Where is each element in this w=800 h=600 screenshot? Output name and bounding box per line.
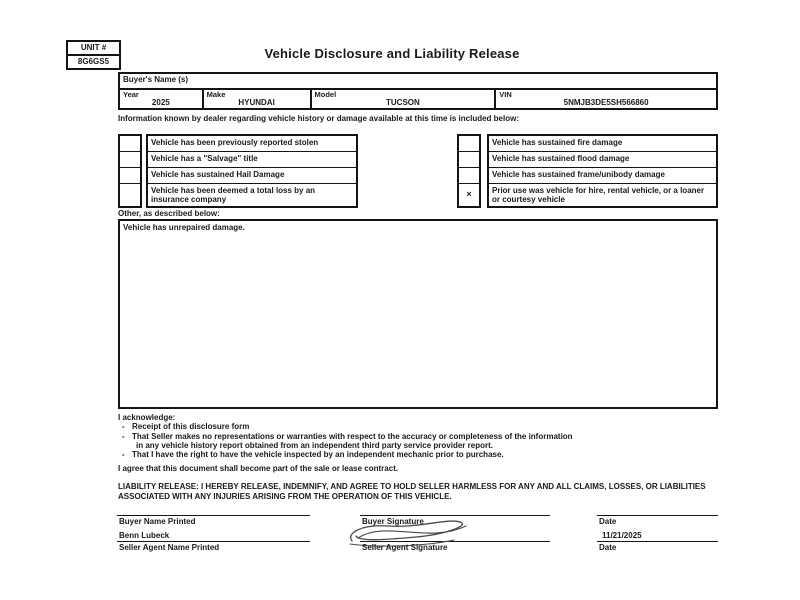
- unit-number-value: 8G6GS5: [77, 57, 110, 66]
- right-checkbox-column: [457, 134, 481, 208]
- seller-date-line[interactable]: [597, 541, 718, 542]
- buyer-name-label: Buyer's Name (s): [123, 75, 189, 84]
- model-label: Model: [314, 90, 337, 99]
- left-checkbox-column: [118, 134, 142, 208]
- bullet-dash: -: [122, 450, 125, 460]
- ack-item-1: - Receipt of this disclosure form: [118, 422, 700, 431]
- model-value: TUCSON: [386, 98, 420, 107]
- model-field[interactable]: [310, 90, 495, 108]
- vin-value: 5NMJB3DE5SH566860: [563, 98, 649, 107]
- label-flood-damage: Vehicle has sustained flood damage: [489, 152, 716, 168]
- make-value: HYUNDAI: [238, 98, 275, 107]
- other-section-label: Other, as described below:: [118, 209, 220, 218]
- unit-number-label: UNIT #: [68, 42, 119, 56]
- ack-item-3: - That I have the right to have the vehicle inspected by an independent mechanic prior to purchase.: [118, 450, 700, 459]
- label-frame-damage: Vehicle has sustained frame/unibody damage: [489, 168, 716, 184]
- seller-name-line[interactable]: [117, 541, 310, 542]
- year-value: 2025: [151, 98, 170, 107]
- label-total-loss: Vehicle has been deemed a total loss by an insurance company: [151, 186, 316, 204]
- seller-agent-name-printed-label: Seller Agent Name Printed: [119, 543, 220, 552]
- checkbox-total-loss[interactable]: [120, 184, 140, 206]
- year-field[interactable]: [120, 90, 202, 108]
- label-prior-use: Prior use was vehicle for hire, rental vehicle, or a loaner or courtesy vehicle: [492, 186, 705, 204]
- bullet-dash: -: [122, 431, 125, 441]
- checkbox-fire-damage[interactable]: [459, 136, 479, 152]
- label-fire-damage: Vehicle has sustained fire damage: [489, 136, 716, 152]
- make-field[interactable]: [202, 90, 310, 108]
- left-disclosure-labels: [146, 134, 358, 208]
- checkbox-prior-use-x-mark[interactable]: ×: [466, 189, 472, 199]
- year-label: Year: [123, 90, 139, 99]
- checkbox-hail-damage[interactable]: [120, 168, 140, 184]
- buyer-name-line[interactable]: [117, 515, 310, 516]
- seller-agent-name-value[interactable]: Benn Lubeck: [119, 531, 170, 540]
- vehicle-fields-row: [120, 90, 716, 108]
- seller-date-value[interactable]: 11/21/2025: [602, 531, 642, 540]
- checkbox-frame-damage[interactable]: [459, 168, 479, 184]
- make-label: Make: [206, 90, 226, 99]
- buyer-signature-label: Buyer Signature: [362, 517, 424, 526]
- disclosure-intro: Information known by dealer regarding vehicle history or damage available at this time is included below:: [118, 114, 519, 123]
- buyer-date-line[interactable]: [597, 515, 718, 516]
- buyer-signature-line[interactable]: [360, 515, 550, 516]
- page-title: Vehicle Disclosure and Liability Release: [264, 46, 520, 61]
- bullet-dash: -: [122, 422, 125, 432]
- liability-release-statement: LIABILITY RELEASE: I HEREBY RELEASE, INDEMNIFY, AND AGREE TO HOLD SELLER HARMLESS FOR ANY AND ALL CLAIMS, LOSSES, OR LIABILITIES ASSOCIATED WITH ANY INJURIES ARISING FROM THE OPERATION OF THIS VEHICLE.: [118, 482, 706, 501]
- ack-item-2: - That Seller makes no representations or warranties with respect to the accuracy or completeness of the information: [118, 432, 700, 441]
- checkbox-flood-damage[interactable]: [459, 152, 479, 168]
- seller-agent-signature-label: Seller Agent Signature: [362, 543, 448, 552]
- label-hail-damage: Vehicle has sustained Hail Damage: [148, 168, 356, 184]
- checkbox-stolen[interactable]: [120, 136, 140, 152]
- buyer-date-label: Date: [599, 517, 617, 526]
- right-disclosure-labels: [487, 134, 718, 208]
- acknowledgment-block: I acknowledge: - Receipt of this disclosure form - That Seller makes no representations or warranties with respect to the accuracy or completeness of the information in any vehicle history report obtained from an independent third party service provider report. - That I have the right to have the vehicle inspected by an independent mechanic prior to purchase.: [118, 413, 700, 459]
- agree-statement: I agree that this document shall become part of the sale or lease contract.: [118, 464, 399, 473]
- buyer-name-field[interactable]: [120, 74, 716, 90]
- label-salvage-title: Vehicle has a "Salvage" title: [148, 152, 356, 168]
- seller-date-label: Date: [599, 543, 617, 552]
- vin-label: VIN: [499, 90, 512, 99]
- checkbox-salvage-title[interactable]: [120, 152, 140, 168]
- label-stolen: Vehicle has been previously reported stolen: [148, 136, 356, 152]
- acknowledgment-heading: I acknowledge:: [118, 413, 176, 422]
- other-description-box[interactable]: [118, 219, 718, 409]
- buyer-name-printed-label: Buyer Name Printed: [119, 517, 196, 526]
- other-description-text: Vehicle has unrepaired damage.: [123, 223, 245, 232]
- vehicle-info-table: [118, 72, 718, 110]
- vin-field[interactable]: [494, 90, 716, 108]
